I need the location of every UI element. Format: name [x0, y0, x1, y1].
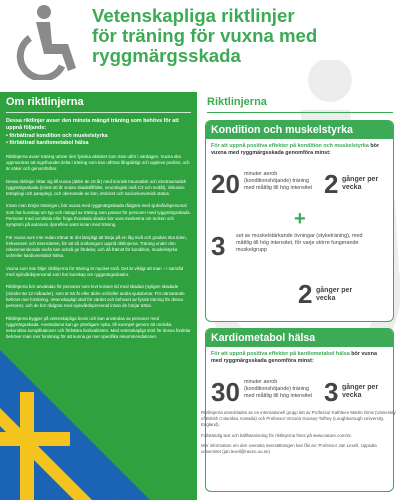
- box-subtitle: För att uppnå positiva effekter på kondition och muskelstyrka bör vuxna med ryggmärgsskada genomföra minst:: [211, 143, 380, 156]
- box-heading: Kardiometabol hälsa: [206, 329, 393, 347]
- minutes-number: 30: [211, 377, 240, 407]
- paragraph: Innan man börjar träningen, bör vuxna med ryggmärgsskada rådgöra med sjukvårdspersonal som har kunskap om typ och mängd av träning som passar för personer med ryggmärgsskada. Personer med cervikala eller höga thorakala skador bör vara medvetna om tecken och symptom på autonom dysreflexi samt innan med träning.: [6, 203, 191, 228]
- about-title: Om riktlinjerna: [6, 96, 84, 108]
- paragraph: Riktlinjerna utvecklades av en internationell grupp lett av Professor Kathleen Martin Ginis (University of British Columbia, Kanada) och Professor Victoria Goosey-Tolfrey (Loughborough University, England).: [201, 410, 396, 428]
- sets-number: 3: [211, 231, 226, 261]
- goals-list: [6, 133, 192, 148]
- about-body: [6, 118, 192, 347]
- frequency-text: gånger per vecka: [316, 287, 353, 302]
- paragraph: Vuxna som inte följer riktlinjerna för träning är mycket små. Det är viktigt att man – i samråd med sjukvårdspersonal som har kunskap om ryggmärgsskador.: [6, 265, 184, 278]
- box-subtitle: För att uppnå positiva effekter på kardiometabol hälsa bör vuxna med ryggmärgsskada genomföra minst:: [211, 351, 377, 364]
- wheelchair-icon: [10, 2, 84, 80]
- fitness-strength-box: [205, 120, 394, 322]
- paragraph: Riktlinjerna bör användas för personer som levt kortare tid med skadan (nyligen skadade (mindre än 12 månader), som är 65 år eller äldre och/eller andra sjukdomar. För närvarande behövs mer forskning. Vetenskapligt stöd för värdet och behovet av fysisk träning för dessa personer, och de bör rådgöra med sjukvårdspersonal innan de börjar träna.: [6, 284, 185, 309]
- aerobic-text: minuter aerob (konditionshöjande) träning med måttlig till hög intensitet: [244, 171, 313, 191]
- paragraph: Fullständig text och källhänvisning för riktlinjerna finns på www.nature.com/sc.: [201, 432, 353, 438]
- minutes-number: 20: [211, 169, 240, 199]
- intro-text: Dessa riktlinjer avser den minsta mängd träning som behövs för att uppnå följande:: [6, 118, 179, 132]
- frequency-text: gånger per vecka: [342, 176, 379, 191]
- box-heading: Kondition och muskelstyrka: [206, 121, 393, 139]
- paragraph: Dessa riktlinjer riktar sig till vuxna (äldre än 18 år) med kronisk traumatisk och icketraumatisk ryggmärgsskada (minst ett år sedan skadetillfället, neurologisk nivå C3 och nedåt), inklusive tetraplegi och paraplegi, och oberoende av kön, etnicitet och socioekonomisk status.: [6, 178, 187, 197]
- footer-notes: [201, 410, 396, 459]
- paragraph: Riktlinjerna avser träning utöver den fysiska aktivitet som man utför i vardagen. Vuxna ska uppmuntras att regelbundet delta i träning som kan utföras långsiktigt och upplevs positivt, och är säker och genomförbar.: [6, 153, 190, 172]
- frequency-number: 2: [298, 279, 313, 309]
- strength-text: set av muskelstärkande övningar (styketräning), med måttlig till hög intensitet, för varje större fungerande muskelgrupp: [236, 233, 363, 253]
- about-guidelines-panel: [0, 92, 197, 500]
- paragraph: Mer information om den svenska översättningen kan fås av: Professor Jan Lexell, Uppsala universitet (jan.lexell@neuro.uu.se).: [201, 442, 377, 455]
- plus-icon: +: [294, 208, 306, 230]
- frequency-text: gånger per vecka: [342, 384, 379, 399]
- list-item: • förbättrad kondition och muskelstyrka: [6, 132, 108, 139]
- list-item: • förbättrad kardiometabol hälsa: [6, 140, 89, 147]
- frequency-number: 3: [324, 377, 339, 407]
- frequency-number: 2: [324, 169, 339, 199]
- guidelines-title: Riktlinjerna: [207, 96, 267, 108]
- paragraph: För vuxna som inte redan tränar är det lämpligt att börja på en låg nivå och gradvis öka tiden, frekvensen och intensiteten, för att så småningom uppnå riktlinjerna. Träning under den rekommenderade nivån kan också ge fördelar, och då främst för kondition, muskelstyrka och/eller kardiometabol hälsa.: [6, 234, 187, 259]
- divider: [207, 112, 393, 113]
- paragraph: Riktlinjerna bygger på vetenskapliga bevis och kan användas av personer med ryggmärgsskada. Användarna kan ge ytterligare nytta, till exempel genom att undvika sekundära komplikationer och förbättra livskvaliteten. Med vetenskapligt stöd för dessa fördelar behöver man mer forskning för att kunna ge mer specifika rekommendationer.: [6, 315, 191, 340]
- divider: [6, 112, 191, 113]
- page-title: Vetenskapliga riktlinjer för träning för vuxna med ryggmärgsskada: [92, 5, 318, 66]
- aerobic-text: minuter aerob (konditionshöjande) träning med måttlig till hög intensitet: [244, 379, 313, 399]
